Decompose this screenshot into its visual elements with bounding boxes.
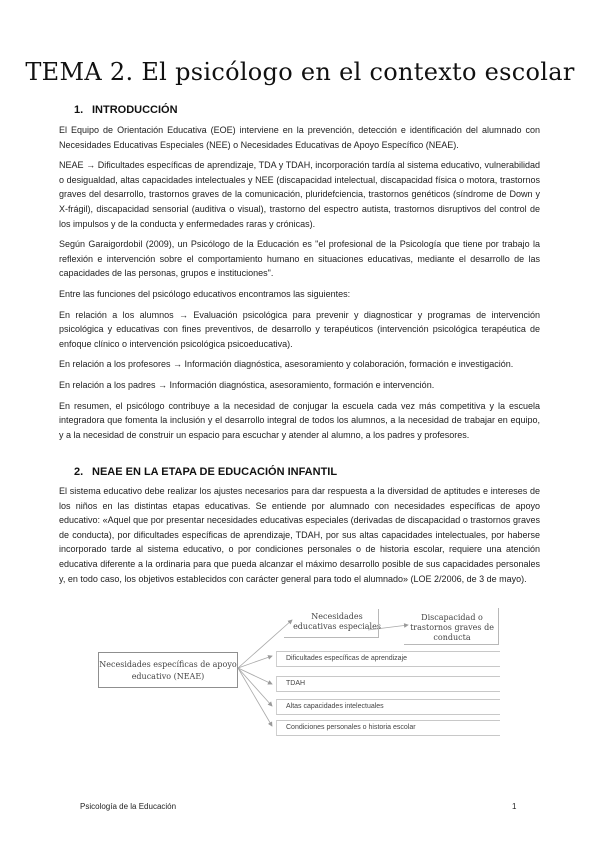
paragraph: El sistema educativo debe realizar los ajustes necesarios para dar respuesta a la diversidad de aptitudes e intereses de los niños en las distintas etapas educativas. Se entiende por alumnado con necesidades específicas de apoyo educativo: «Aquel que por presentar necesidades educativas especiales (derivadas de discapacidad o trastornos graves de conducta), por dificultades específicas de aprendizaje, TDAH, por sus altas capacidades intelectuales, por haberse incorporado tarde al sistema educativo, o por condiciones personales o de historia escolar, requiere una atención educativa diferente a la ordinaria para que pueda alcanzar el máximo desarrollo posible de sus capacidades personales y, en todo caso, los objetivos establecidos con carácter general para todo el alumnado» (LOE 2/2006, de 3 de mayo). [59,486,540,584]
diagram-node-item: TDAH [276,676,500,692]
paragraph: En relación a los alumnos → Evaluación psicológica para prevenir y diagnosticar y programas de intervención psicológica y educativas con fines preventivos, de desarrollo y terapéuticos (intervención psicológica terapéutica de enfoque clínico o intervención psicológica psicoeducativa). [59,309,540,349]
diagram-node-nee: Necesidades educativas especiales [293,612,381,631]
section-heading-text: NEAE EN LA ETAPA DE EDUCACIÓN INFANTIL [92,466,338,478]
paragraph: En relación a los profesores → Información diagnóstica, asesoramiento y colaboración, formación e investigación. [59,359,514,370]
diagram-node-frame [284,609,379,638]
diagram-node-frame [404,608,499,645]
diagram-root-node: Necesidades específicas de apoyo educativo (NEAE) [98,652,238,688]
diagram-node-item: Altas capacidades intelectuales [276,699,500,715]
paragraph: En relación a los padres → Información diagnóstica, asesoramiento, formación e intervención. [59,379,435,390]
paragraph: Según Garaigordobil (2009), un Psicólogo de la Educación es "el profesional de la Psicología que tiene por trabajo la reflexión e intervención sobre el comportamiento humano en situaciones educativas, mediante el desarrollo de las capacidades de las personas, grupos e instituciones". [59,239,540,279]
diagram-node-nee-child: Discapacidad o trastornos graves de conducta [410,613,494,642]
page-number: 1 [512,802,517,811]
diagram-node-item: Condiciones personales o historia escolar [276,720,500,736]
paragraph: En resumen, el psicólogo contribuye a la necesidad de conjugar la escuela cada vez más competitiva y la escuela integradora que fomenta la inclusión y el desarrollo integral de todos los alumnos, a la necesidad de trabajar en equipo, y a la necesidad de construir un espacio para escuchar y atender al alumno, a los padres y profesores. [59,400,540,440]
section-heading-text: INTRODUCCIÓN [92,104,178,116]
paragraph: NEAE → Dificultades específicas de aprendizaje, TDA y TDAH, incorporación tardía al sistema educativo, vulnerabilidad o desigualdad, altas capacidades intelectuales y NEE (discapacidad intelectual, discapacidad física o motora, trastornos graves del desarrollo, trastornos graves de la comunicación, pluridefciencia, trastornos genéticos (síndrome de Down y X-frágil), discapacidad sensorial (auditiva o visual), trastorno del espectro autista, trastornos disruptivos del control de los impulsos y de la conducta y enfermedades raras y crónicas). [59,160,540,229]
page-title: TEMA 2. El psicólogo en el contexto escolar [25,58,575,86]
paragraph: El Equipo de Orientación Educativa (EOE) interviene en la prevención, detección e identificación del alumnado con Necesidades Educativas Especiales (NEE) o Necesidades Educativas de Apoyo Específico (NEAE). [59,125,540,150]
section-number: 1. [74,104,84,116]
paragraph: Entre las funciones del psicólogo educativos encontramos las siguientes: [59,288,351,299]
footer-title: Psicología de la Educación [80,802,177,811]
diagram-node-item: Dificultades específicas de aprendizaje [276,651,500,667]
section-number: 2. [74,466,84,478]
